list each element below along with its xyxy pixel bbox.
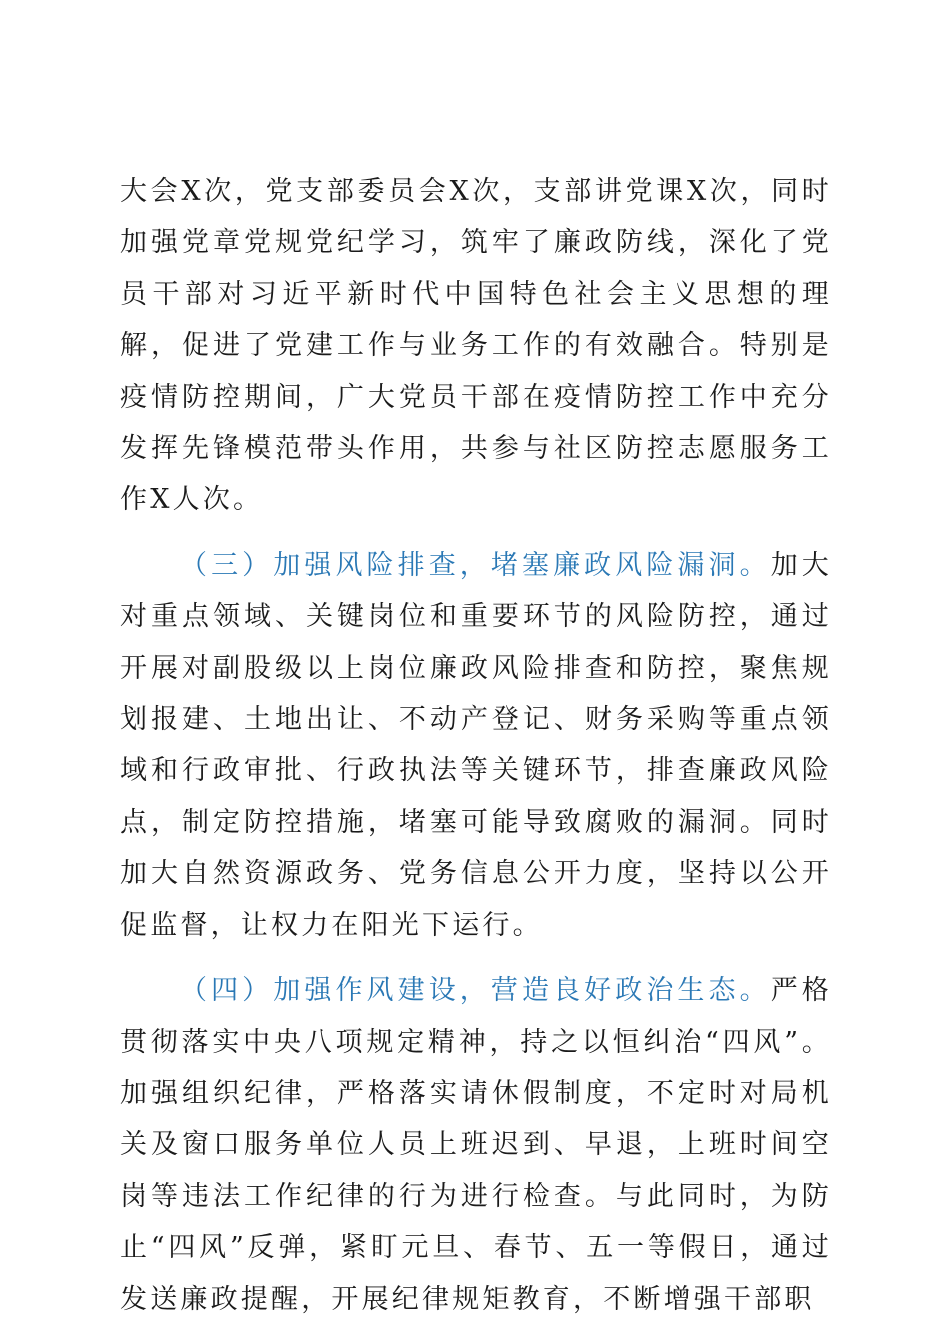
- paragraph-section-4: [120, 965, 832, 1325]
- paragraph-continuation: [120, 166, 832, 526]
- section-4-text: 严格贯彻落实中央八项规定精神，持之以恒纠治“四风”。加强组织纪律，严格落实请休假制度，不定时对局机关及窗口服务单位人员上班迟到、早退，上班时间空岗等违法工作纪律的行为进行检查。与此同时，为防止“四风”反弹，紧盯元旦、春节、五一等假日，通过发送廉政提醒，开展纪律规矩教育，不断增强干部职: [120, 975, 832, 1315]
- paragraph-section-3: [120, 540, 832, 951]
- paragraph-text: 大会X次，党支部委员会X次，支部讲党课X次，同时加强党章党规党纪学习，筑牢了廉政防线，深化了党员干部对习近平新时代中国特色社会主义思想的理解，促进了党建工作与业务工作的有效融合。特别是疫情防控期间，广大党员干部在疫情防控工作中充分发挥先锋模范带头作用，共参与社区防控志愿服务工作X人次。: [120, 176, 832, 516]
- section-4-heading: （四）加强作风建设，营造良好政治生态。: [180, 975, 771, 1007]
- section-3-text: 加大对重点领域、关键岗位和重要环节的风险防控，通过开展对副股级以上岗位廉政风险排查和防控，聚焦规划报建、土地出让、不动产登记、财务采购等重点领域和行政审批、行政执法等关键环节，排查廉政风险点，制定防控措施，堵塞可能导致腐败的漏洞。同时加大自然资源政务、党务信息公开力度，坚持以公开促监督，让权力在阳光下运行。: [120, 549, 832, 941]
- document-body: [120, 166, 832, 1325]
- section-3-heading: （三）加强风险排查，堵塞廉政风险漏洞。: [180, 549, 771, 581]
